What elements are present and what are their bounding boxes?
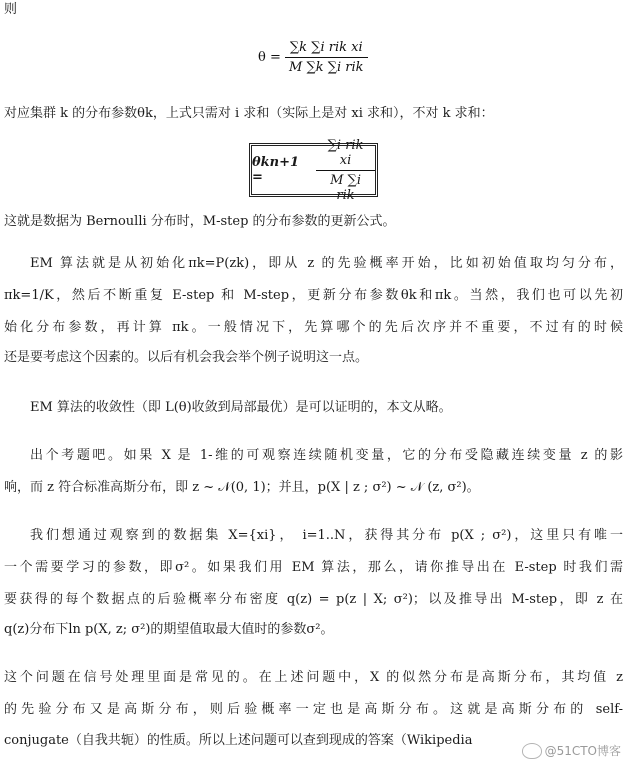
equation-theta-lhs: θ = xyxy=(258,50,281,65)
paragraph-bernoulli-update: 这就是数据为 Bernoulli 分布时，M-step 的分布参数的更新公式。 xyxy=(4,214,396,229)
paragraph-conjugate-line-1: 这个问题在信号处理里面是常见的。在上述问题中，X 的似然分布是高斯分布，其均值 z xyxy=(4,670,623,685)
paragraph-em-line-3: 始化分布参数，再计算 πk。一般情况下，先算哪个的先后次序并不重要，不过有的时候 xyxy=(4,320,623,335)
paragraph-em-line-2: πk=1/K，然后不断重复 E-step 和 M-step，更新分布参数θk和πk。当然，我们也可以先初 xyxy=(4,288,623,303)
equation-theta-numerator: ∑k ∑i rik xi xyxy=(285,40,368,58)
paragraph-goal-line-3: 要获得的每个数据点的后验概率分布密度 q(z) = p(z | X; σ²)；以及推导出 M-step，即 z 在 xyxy=(4,592,623,607)
paragraph-cluster-param: 对应集群 k 的分布参数θk，上式只需对 i 求和（实际上是对 xi 求和），不对 k 求和： xyxy=(4,106,494,121)
equation-boxed-lhs: θkn+1 = xyxy=(252,155,300,185)
paragraph-em-line-1: EM 算法就是从初始化πk=P(zk)，即从 z 的先验概率开始，比如初始值取均匀分布， xyxy=(30,256,623,271)
equation-theta-denominator: M ∑k ∑i rik xyxy=(289,60,364,75)
equation-boxed-denominator: M ∑i rik xyxy=(330,172,361,203)
watermark-logo-icon xyxy=(522,743,542,759)
paragraph-exercise-line-2: 响，而 z 符合标准高斯分布，即 z ~ 𝒩(0, 1)；并且，p(X | z ; σ²) ~ 𝒩 (z, σ²)。 xyxy=(4,480,480,495)
paragraph-goal-line-1: 我们想通过观察到的数据集 X={xi}， i=1..N，获得其分布 p(X ; σ²)，这里只有唯一 xyxy=(30,528,623,543)
paragraph-goal-line-4: q(z)分布下ln p(X, z; σ²)的期望值取最大值时的参数σ²。 xyxy=(4,622,334,637)
watermark xyxy=(522,742,621,759)
paragraph-conjugate-line-2: 的先验分布又是高斯分布，则后验概率一定也是高斯分布。这就是高斯分布的 self- xyxy=(4,702,623,717)
equation-boxed-numerator: ∑i rik xi xyxy=(316,138,375,171)
watermark-text: @51CTO博客 xyxy=(544,744,621,758)
paragraph-goal-line-2: 一个需要学习的参数，即σ²。如果我们用 EM 算法，那么，请你推导出在 E-step 时我们需 xyxy=(4,560,623,575)
equation-theta xyxy=(258,40,368,75)
equation-theta-fraction xyxy=(285,40,368,75)
intro-fragment: 则 xyxy=(4,2,18,17)
equation-boxed-fraction xyxy=(316,138,375,203)
paragraph-conjugate-line-3: conjugate（自我共轭）的性质。所以上述问题可以查到现成的答案（Wikipedia xyxy=(4,733,473,748)
paragraph-exercise-line-1: 出个考题吧。如果 X 是 1-维的可观察连续随机变量，它的分布受隐藏连续变量 z 的影 xyxy=(30,448,623,463)
equation-boxed xyxy=(249,137,378,203)
paragraph-em-line-4: 还是要考虑这个因素的。以后有机会我会举个例子说明这一点。 xyxy=(4,350,369,365)
paragraph-convergence: EM 算法的收敛性（即 L(θ)收敛到局部最优）是可以证明的，本文从略。 xyxy=(30,400,452,415)
